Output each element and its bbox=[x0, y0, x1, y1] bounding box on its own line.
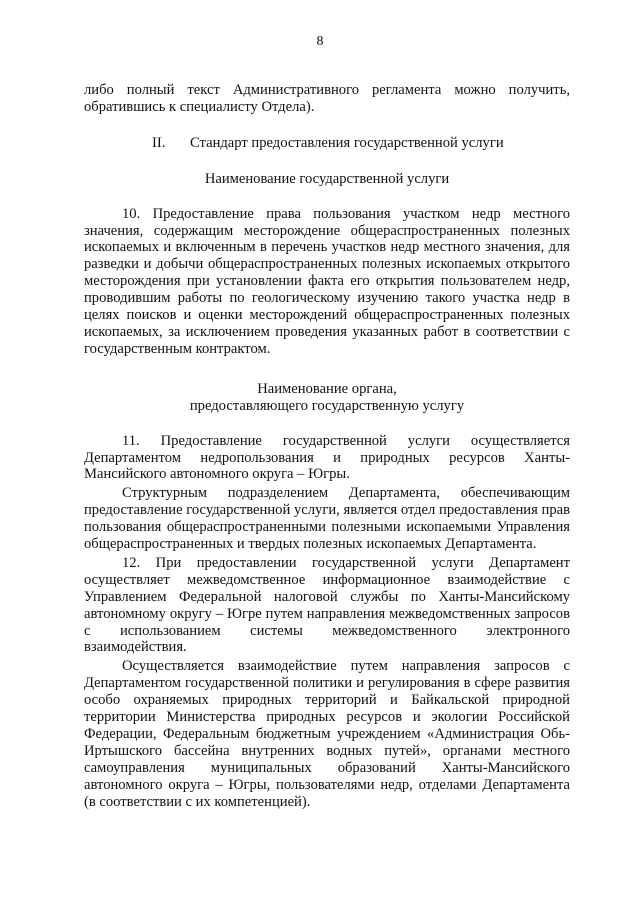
section-heading bbox=[152, 135, 570, 152]
document-body bbox=[84, 82, 570, 811]
subheading-authority-line2: предоставляющего государственную услугу bbox=[189, 397, 465, 414]
subheading-service-name: Наименование государственной услуги bbox=[204, 170, 450, 187]
section-title: Стандарт предоставления государственной услуги bbox=[190, 134, 504, 151]
intro-paragraph: либо полный текст Административного регламента можно получить, обратившись к специалисту Отдела). bbox=[84, 82, 570, 115]
paragraph-11: 11. Предоставление государственной услуги осуществляется Департаментом недропользования и природных ресурсов Ханты-Мансийского автономного округа – Югры. bbox=[84, 432, 570, 483]
paragraph-interaction: Осуществляется взаимодействие путем направления запросов с Департаментом государственной политики и регулирования в сфере развития особо охраняемых природных территорий и Байкальской природной территории Министерства природных ресурсов и экологии Российской Федерации, Федеральным бюджетным учреждением «Администрация Обь-Иртышского бассейна внутренних водных путей», органами местного самоуправления муниципальных образований Ханты-Мансийского автономного округа – Югры, пользователями недр, отделами Департамента (в соответствии с их компетенцией). bbox=[84, 658, 570, 810]
subheading-authority bbox=[84, 381, 570, 415]
section-number: II. bbox=[152, 134, 166, 151]
page-number: 8 bbox=[316, 34, 324, 49]
paragraph-10: 10. Предоставление права пользования участком недр местного значения, содержащим месторождение общераспространенных полезных ископаемых и включенным в перечень участков недр местного значения, для разведки и добычи общераспространенных полезных ископаемых открытого месторождения при установлении факта его открытия пользователем недр, проводившим работы по геологическому изучению такого участка недр в целях поисков и оценки месторождений общераспространенных полезных ископаемых, за исключением проведения указанных работ в соответствии с государственным контрактом. bbox=[84, 205, 570, 357]
paragraph-structural-unit: Структурным подразделением Департамента, обеспечивающим предоставление государственной услуги, является отдел предоставления прав пользования общераспространенными полезными ископаемыми Управления общераспространенных и твердых полезных ископаемых Департамента. bbox=[84, 485, 570, 553]
paragraph-12: 12. При предоставлении государственной услуги Департамент осуществляет межведомственное информационное взаимодействие с Управлением Федеральной налоговой службы по Ханты-Мансийскому автономному округу – Югре путем направления межведомственных запросов с использованием системы межведомственного электронного взаимодействия. bbox=[84, 554, 570, 656]
subheading-authority-line1: Наименование органа, bbox=[257, 380, 397, 397]
